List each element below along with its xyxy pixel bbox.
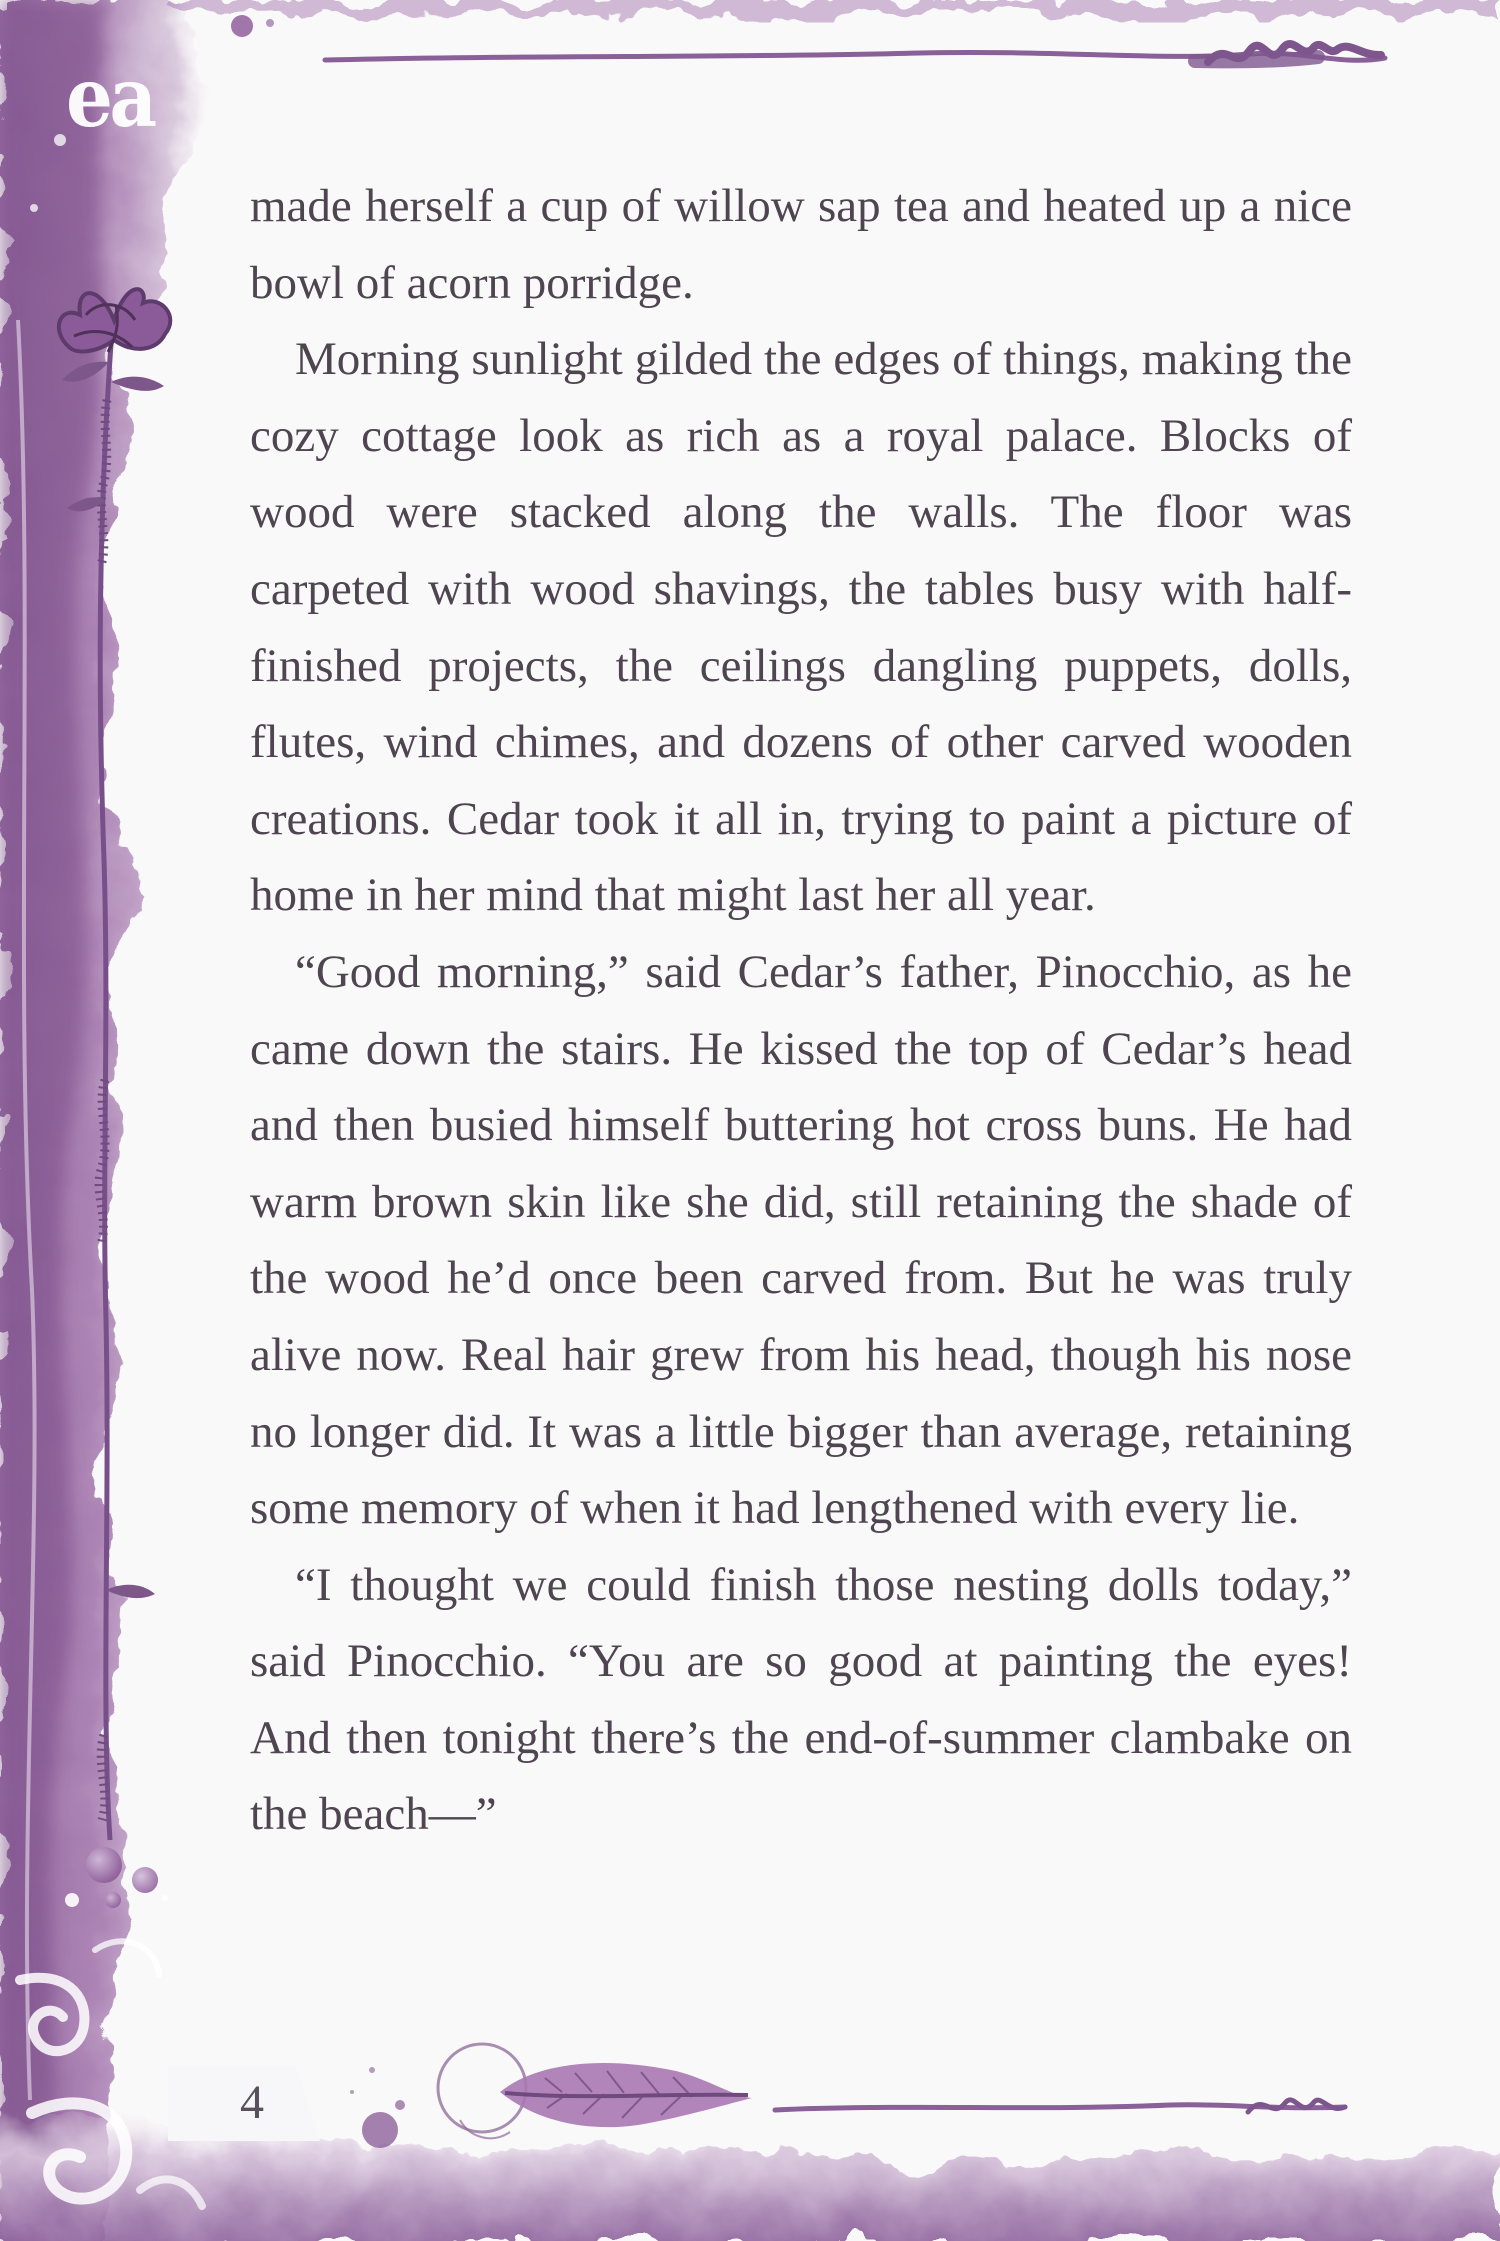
paragraph-1: made herself a cup of willow sap tea and heated up a nice bowl of acorn porridge.: [250, 180, 1352, 309]
top-watercolor-border: [170, 0, 1500, 19]
paragraph-2: Morning sunlight gilded the edges of things, making the cozy cottage look as rich as a royal palace. Blocks of wood were stacked along the walls. The floor was carpeted with wood shavings, the tables busy with half-finished projects, the ceilings dangling puppets, dolls, flutes, wind chimes, and dozens of other carved wooden creations. Cedar took it all in, trying to paint a picture of home in her mind that might last her all year.: [250, 333, 1352, 922]
paragraph-4: “I thought we could finish those nesting dolls today,” said Pinocchio. “You are so good at painting the eyes! And then tonight there’s the end-of-summer clambake on the beach—”: [250, 1558, 1352, 1841]
page-body: [250, 168, 1352, 1853]
paragraph-3: “Good morning,” said Cedar’s father, Pinocchio, as he came down the stairs. He kissed the top of Cedar’s head and then busied himself buttering hot cross buns. He had warm brown skin like she did, still retaining the shade of the wood he’d once been carved from. But he was truly alive now. Real hair grew from his head, though his nose no longer did. It was a little bigger than average, retaining some memory of when it had lengthened with every lie.: [250, 945, 1352, 1535]
chapter-mark-icon: ea: [66, 50, 154, 146]
feather-icon: [500, 2063, 752, 2127]
page-number: 4: [240, 2076, 264, 2129]
